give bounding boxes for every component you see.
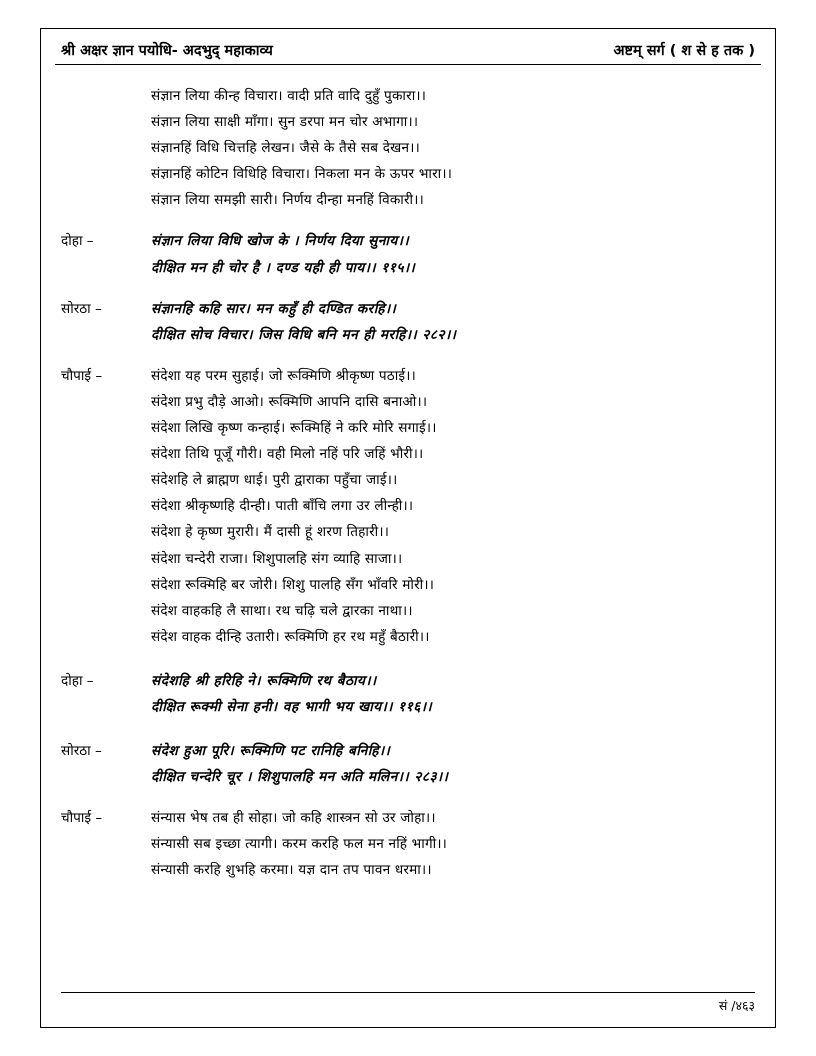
verse-line: संदेश वाहकहि लै साथा। रथ चढ़ि चले द्वारका नाथा।।	[151, 602, 413, 619]
verse-line: दीक्षित सोच विचार। जिस विधि बनि मन ही मरहि।। २८२।।	[151, 326, 457, 343]
verse-line: संदेश वाहक दीन्हि उतारी। रूक्मिणि हर रथ महुँ बैठारी।।	[151, 628, 430, 645]
verse-line: संदेशहि श्री हरिहि ने। रूक्मिणि रथ बैठाय।।	[151, 672, 377, 689]
spacer	[55, 790, 761, 805]
spacer	[55, 348, 761, 363]
stanza-label: सोरठा –	[61, 300, 102, 317]
verse-line: संदेशा श्रीकृष्णहि दीन्ही। पाती बाँचि लगा उर लीन्ही।।	[151, 498, 414, 515]
verse-line: दीक्षित मन ही चोर है । दण्ड यही ही पाय।। ११५।।	[151, 259, 416, 276]
spacer	[55, 650, 761, 668]
stanza-label: चौपाई –	[61, 810, 103, 827]
verse-line: संदेशा हे कृष्ण मुरारी। मैं दासी हूं शरण तिहारी।।	[151, 524, 390, 541]
spacer	[55, 281, 761, 296]
verse-line: संदेशा लिखि कृष्ण कन्हाई। रूक्मिहिं ने करि मोरि सगाई।।	[151, 420, 437, 437]
verse-line: संज्ञानहिं कोटिन विधिहि विचारा। निकला मन के ऊपर भारा।।	[151, 166, 453, 183]
verse-line: संदेशा यह परम सुहाई। जो रूक्मिणि श्रीकृष्ण पठाई।।	[151, 367, 416, 384]
stanza-chaupai-sangyan	[55, 83, 761, 213]
verse-line: संदेश हुआ पूरि। रूक्मिणि पट रानिहि बनिहि।।	[151, 743, 391, 760]
verse-line: संज्ञान लिया साक्षी माँगा। सुन डरपा मन चोर अभागा।।	[151, 114, 419, 131]
stanza-lines	[151, 805, 761, 883]
page-footer	[61, 992, 755, 1014]
stanza-soratha-282	[55, 296, 761, 348]
verse-line: संन्यासी सब इच्छा त्यागी। करम करहि फल मन नहिं भागी।।	[151, 836, 448, 853]
stanza-lines	[151, 363, 761, 650]
stanza-lines	[151, 228, 761, 280]
verse-body	[55, 83, 761, 884]
stanza-lines	[151, 83, 761, 213]
verse-line: संदेशा प्रभु दौड़े आओ। रूक्मिणि आपनि दासि बनाओ।।	[151, 393, 428, 410]
page-header	[55, 40, 761, 65]
stanza-label: सोरठा –	[61, 743, 102, 760]
verse-line: संज्ञानहि कहि सार। मन कहुँ ही दण्डित करहि।।	[151, 300, 397, 317]
page-content	[55, 40, 761, 1016]
stanza-label: दोहा –	[61, 233, 94, 250]
stanza-chaupai-sandesha	[55, 363, 761, 650]
stanza-lines	[151, 668, 761, 720]
page-number: सं /४६३	[718, 998, 755, 1013]
verse-line: संन्यास भेष तब ही सोहा। जो कहि शास्त्रन सो उर जोहा।।	[151, 810, 436, 827]
verse-line: दीक्षित चन्देरि चूर । शिशुपालहि मन अति मलिन।। २८३।।	[151, 769, 449, 786]
verse-line: संज्ञान लिया विधि खोज के । निर्णय दिया सुनाय।।	[151, 233, 410, 250]
verse-line: दीक्षित रूक्मी सेना हनी। वह भागी भय खाय।। ११६।।	[151, 698, 433, 715]
stanza-chaupai-sanyas	[55, 805, 761, 883]
stanza-doha-116	[55, 668, 761, 720]
stanza-label: चौपाई –	[61, 367, 103, 384]
header-title-right: अष्टम् सर्ग ( श से ह तक )	[613, 43, 755, 59]
verse-line: संज्ञान लिया कीन्ह विचारा। वादी प्रति वादि दुहुँ पुकारा।।	[151, 88, 427, 104]
stanza-label: दोहा –	[61, 672, 94, 689]
verse-line: संदेशा तिथि पूजूँ गौरी। वही मिलो नहिं परि जहिं भौरी।।	[151, 446, 424, 463]
verse-line: संज्ञान लिया समझी सारी। निर्णय दीन्हा मनहिं विकारी।।	[151, 192, 424, 209]
spacer	[55, 720, 761, 738]
stanza-soratha-283	[55, 738, 761, 790]
verse-line: संज्ञानहिं विधि चित्तहि लेखन। जैसे के तैसे सब देखन।।	[151, 140, 420, 157]
verse-line: संन्यासी करहि शुभहि करमा। यज्ञ दान तप पावन धरमा।।	[151, 862, 432, 879]
verse-line: संदेशा रूक्मिहि बर जोरी। शिशु पालहि सँग भाँवरि मोरी।।	[151, 576, 435, 593]
spacer	[55, 213, 761, 228]
header-title-left: श्री अक्षर ज्ञान पयोधि- अदभुद् महाकाव्य	[61, 43, 273, 59]
stanza-label	[55, 83, 151, 85]
stanza-lines	[151, 738, 761, 790]
stanza-lines	[151, 296, 761, 348]
verse-line: संदेशहि ले ब्राह्मण धाई। पुरी द्वाराका पहुँचा जाई।।	[151, 472, 398, 489]
verse-line: संदेशा चन्देरी राजा। शिशुपालहि संग व्याहि साजा।।	[151, 550, 403, 567]
stanza-doha-115	[55, 228, 761, 280]
